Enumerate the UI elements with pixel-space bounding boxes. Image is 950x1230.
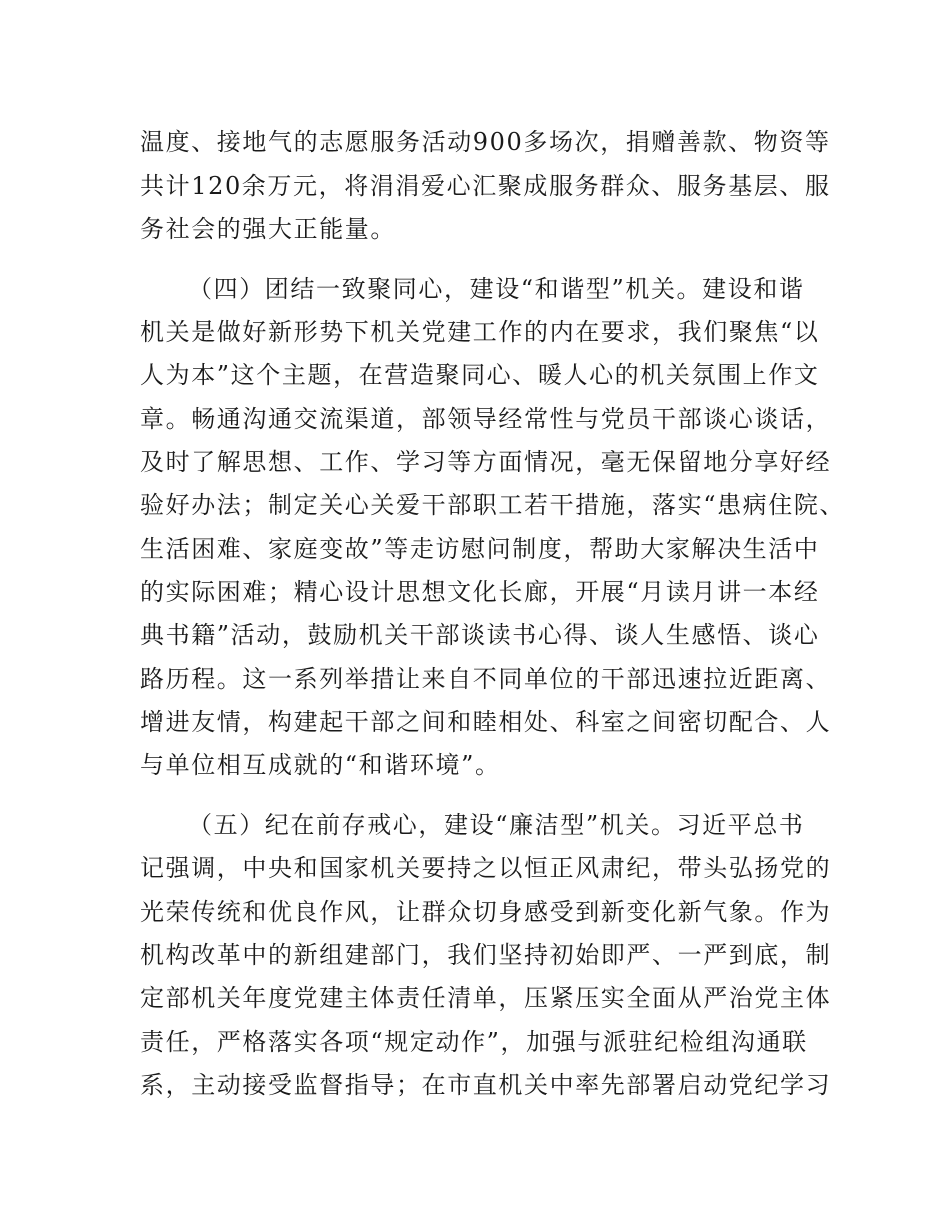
text-line: 定部机关年度党建主体责任清单，压紧压实全面从严治党主体 — [140, 984, 832, 1012]
text-line: 生活困难、家庭变故”等走访慰问制度，帮助大家解决生活中 — [140, 535, 820, 563]
text-line: 机关是做好新形势下机关党建工作的内在要求，我们聚焦“以 — [140, 318, 820, 346]
text-line: 典书籍”活动，鼓励机关干部谈读书心得、谈人生感悟、谈心 — [140, 621, 820, 649]
text-line: 增进友情，构建起干部之间和睦相处、科室之间密切配合、人 — [140, 708, 832, 736]
text-line: 共计120余万元，将涓涓爱心汇聚成服务群众、服务基层、服 — [140, 172, 831, 200]
text-line: 的实际困难；精心设计思想文化长廊，开展“月读月讲一本经 — [140, 578, 820, 606]
text-line: 责任，严格落实各项“规定动作”，加强与派驻纪检组沟通联 — [140, 1028, 808, 1056]
text-line: 路历程。这一系列举措让来自不同单位的干部迅速拉近距离、 — [140, 665, 832, 693]
text-line: 光荣传统和优良作风，让群众切身感受到新变化新气象。作为 — [140, 898, 832, 926]
text-line: 人为本”这个主题，在营造聚同心、暖人心的机关氛围上作文 — [140, 361, 820, 389]
text-line: 系，主动接受监督指导；在市直机关中率先部署启动党纪学习 — [140, 1071, 832, 1099]
text-line: 记强调，中央和国家机关要持之以恒正风肃纪，带头弘扬党的 — [140, 854, 832, 882]
text-line: 与单位相互成就的“和谐环境”。 — [140, 751, 501, 779]
section-heading-4: （四）团结一致聚同心，建设“和谐型”机关。建设和谐 — [188, 275, 805, 303]
text-line: 机构改革中的新组建部门，我们坚持初始即严、一严到底，制 — [140, 941, 832, 969]
text-line: 温度、接地气的志愿服务活动900多场次，捐赠善款、物资等 — [140, 128, 831, 156]
text-line: 及时了解思想、工作、学习等方面情况，毫无保留地分享好经 — [140, 448, 832, 476]
text-line: 验好办法；制定关心关爱干部职工若干措施，落实“患病住院、 — [140, 491, 846, 519]
text-line: 章。畅通沟通交流渠道，部领导经常性与党员干部谈心谈话， — [140, 405, 832, 433]
text-line: 务社会的强大正能量。 — [140, 215, 396, 243]
section-heading-5: （五）纪在前存戒心，建设“廉洁型”机关。习近平总书 — [188, 811, 805, 839]
